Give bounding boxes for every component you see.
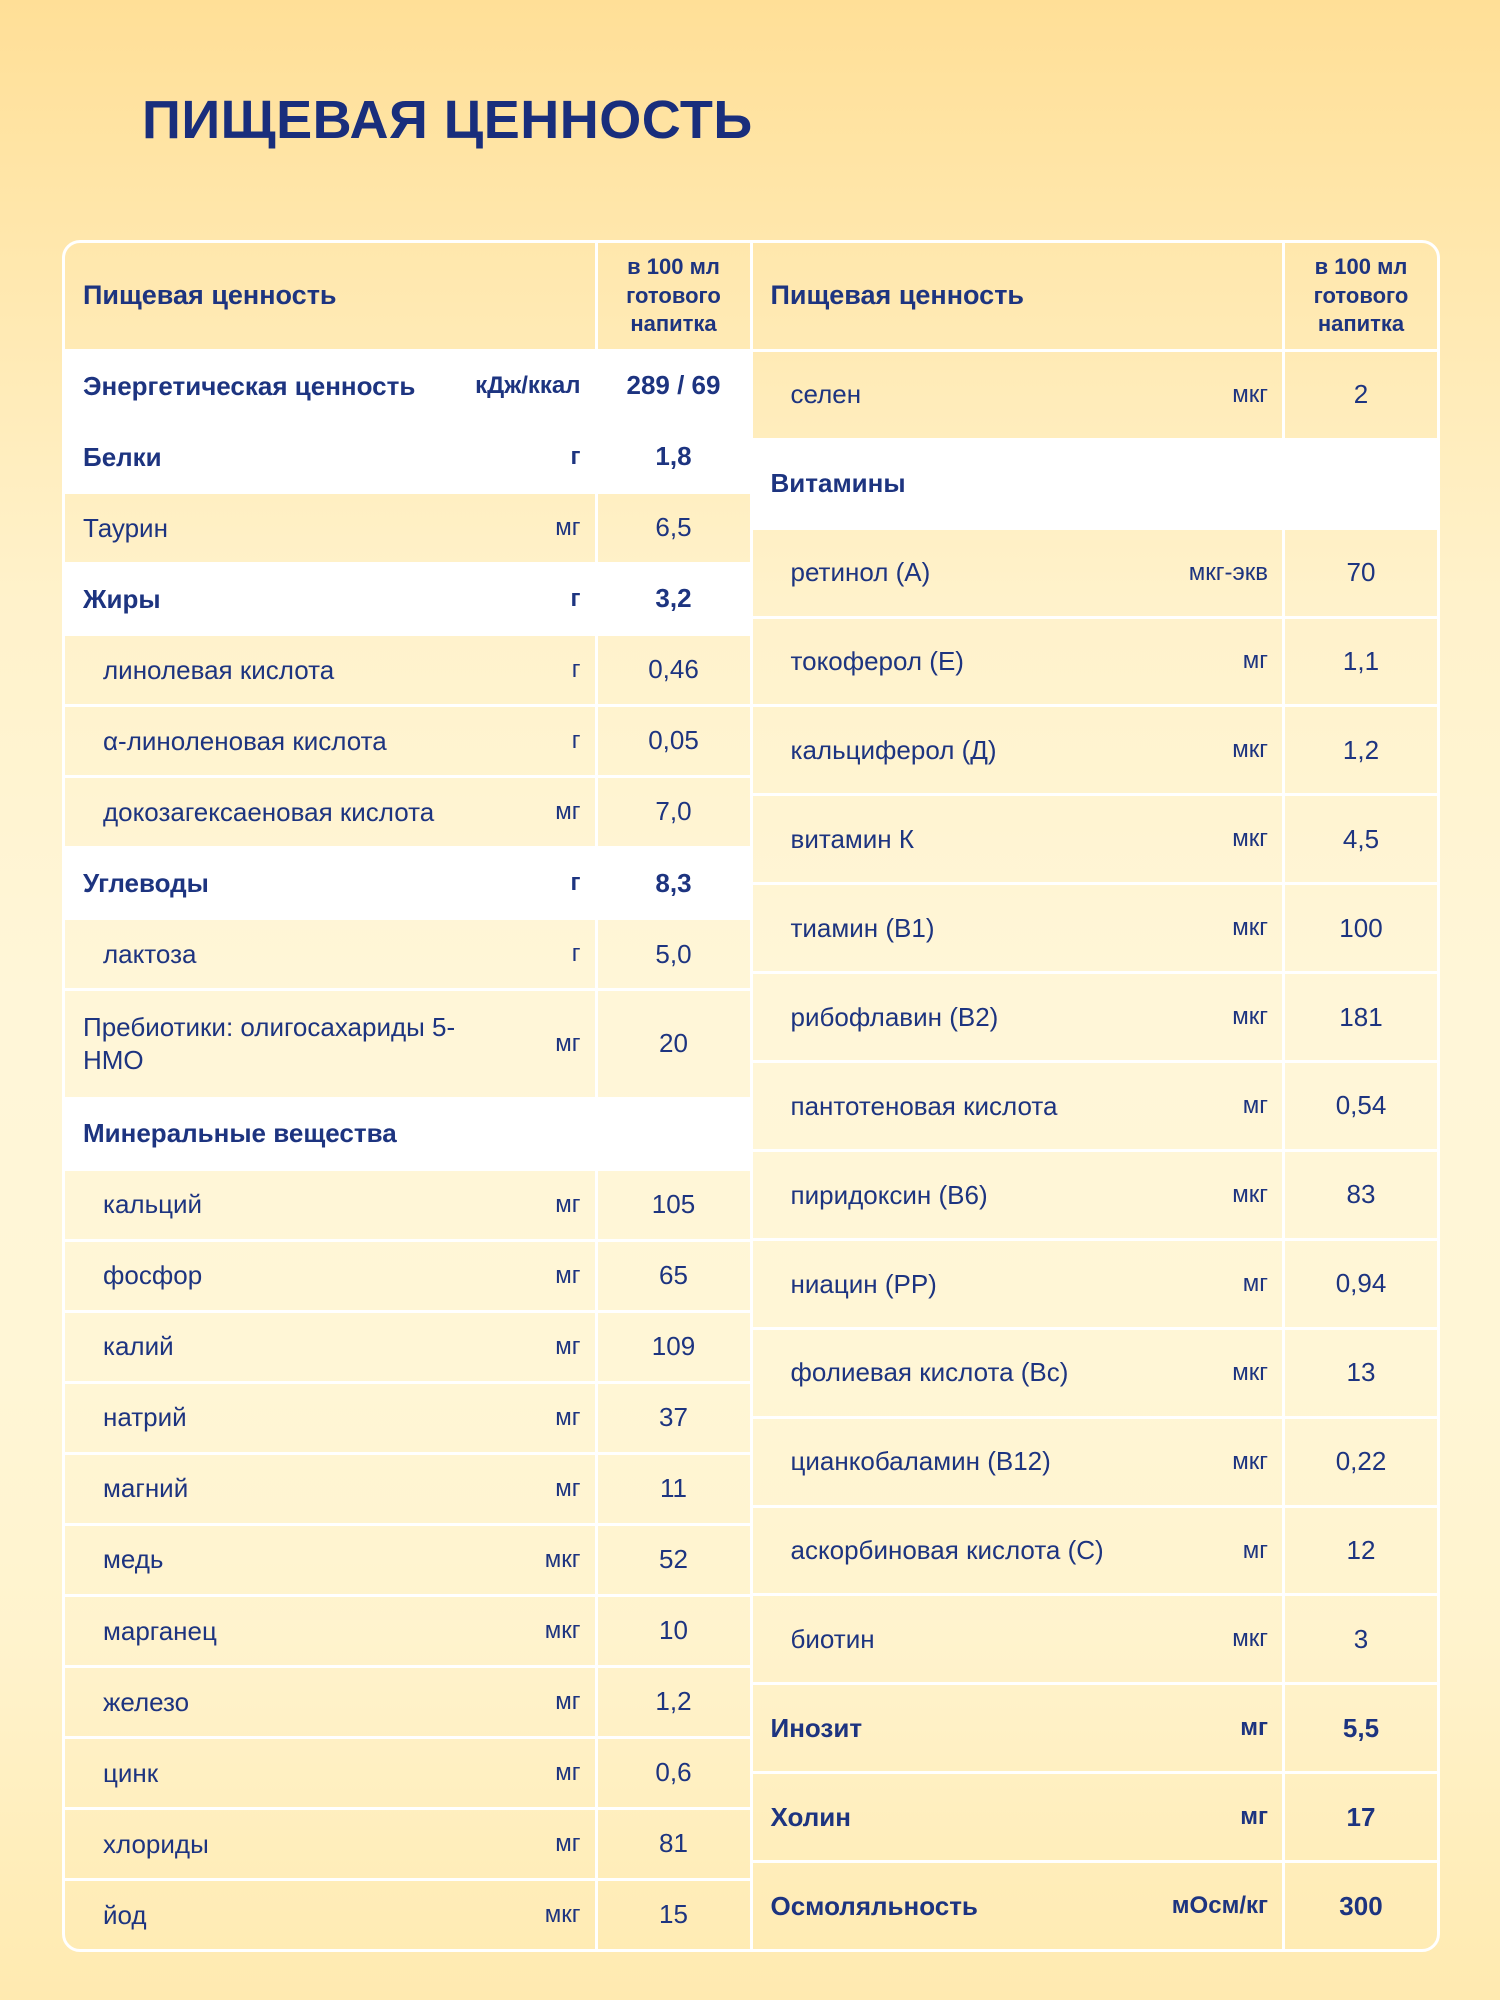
table-row (753, 707, 1438, 796)
nutrient-value: 1,1 (1282, 619, 1437, 705)
nutrient-value: 12 (1282, 1508, 1437, 1594)
nutrient-name: Таурин (83, 512, 168, 543)
nutrient-value: 83 (1282, 1152, 1437, 1238)
nutrient-value: 100 (1282, 885, 1437, 971)
nutrient-unit (1154, 441, 1282, 527)
table-row (65, 1881, 750, 1949)
nutrient-value: 300 (1282, 1863, 1437, 1949)
table-row (753, 352, 1438, 441)
table-header-left (65, 243, 750, 352)
nutrient-unit: мг (555, 1332, 581, 1360)
nutrient-name: Энергетическая ценность (83, 370, 416, 401)
nutrient-value: 13 (1282, 1330, 1437, 1416)
column-header-nutrient-right: Пищевая ценность (770, 280, 1025, 311)
nutrient-unit: мкг (1232, 1358, 1268, 1386)
nutrient-value: 7,0 (595, 778, 750, 846)
table-header-right (753, 243, 1438, 352)
nutrient-unit: г (570, 869, 581, 897)
nutrient-value: 70 (1282, 530, 1437, 616)
nutrient-unit: кДж/ккал (475, 371, 581, 399)
nutrient-name: докозагексаеновая кислота (103, 796, 435, 827)
nutrient-unit: мг (555, 1190, 581, 1218)
table-row (65, 1242, 750, 1313)
nutrient-value: 5,0 (595, 920, 750, 988)
table-row (753, 1330, 1438, 1419)
nutrient-value: 15 (595, 1881, 750, 1949)
nutrient-unit: мг (1242, 1269, 1268, 1297)
nutrient-unit: мг (555, 1029, 581, 1057)
nutrient-unit: мкг-экв (1188, 558, 1268, 586)
nutrient-unit: г (571, 940, 581, 968)
nutrient-name: магний (103, 1473, 189, 1504)
nutrient-value: 4,5 (1282, 796, 1437, 882)
nutrient-name: медь (103, 1544, 164, 1575)
nutrient-unit: мг (555, 513, 581, 541)
nutrient-value (595, 1100, 750, 1168)
nutrient-name: Жиры (83, 583, 161, 614)
column-header-per-100ml-left: в 100 мл готового напитка (595, 243, 750, 349)
nutrient-name: Углеводы (83, 867, 209, 898)
nutrient-unit: мкг (1232, 380, 1268, 408)
nutrient-name: цианкобаламин (В12) (790, 1446, 1051, 1477)
nutrient-name: Пребиотики: олигосахариды 5-HMO (83, 1012, 456, 1075)
nutrition-table-left-panel (65, 243, 753, 1949)
nutrient-name: ретинол (А) (790, 557, 931, 588)
nutrient-value: 20 (595, 991, 750, 1096)
nutrient-value: 1,8 (595, 423, 750, 491)
nutrient-unit: мкг (1232, 736, 1268, 764)
nutrient-unit: мг (1240, 1714, 1268, 1742)
table-row (65, 494, 750, 565)
table-row (65, 1313, 750, 1384)
nutrient-name: пантотеновая кислота (790, 1090, 1058, 1121)
nutrient-value: 6,5 (595, 494, 750, 562)
nutrient-name: Белки (83, 441, 162, 472)
nutrition-table-right-panel (753, 243, 1438, 1949)
nutrient-value: 0,46 (595, 636, 750, 704)
table-body-left (65, 352, 750, 1949)
nutrient-value: 289 / 69 (595, 352, 750, 420)
table-row (753, 530, 1438, 619)
nutrient-name: селен (790, 379, 862, 410)
table-row (65, 423, 750, 494)
nutrition-table (62, 240, 1440, 1952)
nutrient-name: витамин К (790, 824, 915, 855)
column-header-per-100ml-right: в 100 мл готового напитка (1282, 243, 1437, 349)
nutrient-name: рибофлавин (В2) (790, 1001, 999, 1032)
nutrient-value: 181 (1282, 974, 1437, 1060)
nutrient-unit: мг (1242, 1091, 1268, 1119)
nutrient-value: 37 (595, 1384, 750, 1452)
nutrient-unit: г (570, 584, 581, 612)
nutrient-value: 109 (595, 1313, 750, 1381)
nutrient-unit: мг (1242, 1536, 1268, 1564)
nutrient-name: хлориды (103, 1828, 209, 1859)
nutrient-value: 0,94 (1282, 1241, 1437, 1327)
nutrient-unit: мг (555, 1829, 581, 1857)
nutrient-name: линолевая кислота (103, 654, 335, 685)
nutrient-name: токоферол (Е) (790, 646, 964, 677)
table-row (65, 1810, 750, 1881)
nutrient-value: 81 (595, 1810, 750, 1878)
nutrient-unit: мкг (1232, 1447, 1268, 1475)
table-row (65, 778, 750, 849)
nutrient-name: кальций (103, 1189, 203, 1220)
nutrient-unit: мг (555, 797, 581, 825)
nutrient-unit: мг (1242, 647, 1268, 675)
nutrient-value: 52 (595, 1526, 750, 1594)
table-row (65, 565, 750, 636)
table-row (753, 1863, 1438, 1949)
table-row (753, 1063, 1438, 1152)
nutrient-name: калий (103, 1331, 174, 1362)
nutrient-unit: мг (555, 1261, 581, 1289)
nutrient-unit: мкг (1232, 1003, 1268, 1031)
nutrient-unit: мг (555, 1403, 581, 1431)
nutrient-unit: мкг (544, 1900, 581, 1928)
nutrient-unit: мкг (544, 1616, 581, 1644)
nutrient-name: Витамины (770, 468, 906, 499)
table-row (65, 707, 750, 778)
nutrient-unit: мкг (544, 1545, 581, 1573)
nutrient-unit: мкг (1232, 825, 1268, 853)
nutrient-value (1282, 441, 1437, 527)
nutrient-name: натрий (103, 1402, 187, 1433)
nutrient-name: биотин (790, 1624, 875, 1655)
table-row (753, 1241, 1438, 1330)
nutrient-name: Инозит (770, 1713, 863, 1744)
nutrient-unit: мг (555, 1758, 581, 1786)
table-row (65, 1526, 750, 1597)
table-row (65, 1455, 750, 1526)
nutrient-value: 17 (1282, 1774, 1437, 1860)
table-row (753, 974, 1438, 1063)
nutrient-value: 0,05 (595, 707, 750, 775)
table-row (753, 619, 1438, 708)
nutrient-unit: г (571, 726, 581, 754)
nutrient-value: 5,5 (1282, 1685, 1437, 1771)
nutrient-value: 3 (1282, 1596, 1437, 1682)
nutrient-value: 11 (595, 1455, 750, 1523)
nutrient-name: фосфор (103, 1260, 203, 1291)
table-row (753, 1508, 1438, 1597)
nutrient-unit: мОсм/кг (1171, 1892, 1268, 1920)
nutrient-name: аскорбиновая кислота (С) (790, 1535, 1104, 1566)
table-row (753, 885, 1438, 974)
nutrient-value: 0,54 (1282, 1063, 1437, 1149)
nutrient-name: пиридоксин (В6) (790, 1179, 988, 1210)
nutrient-unit (467, 1100, 595, 1168)
nutrient-unit: мг (1240, 1803, 1268, 1831)
table-row (753, 441, 1438, 530)
table-row (65, 1597, 750, 1668)
nutrient-name: цинк (103, 1757, 159, 1788)
table-row (65, 1739, 750, 1810)
nutrient-unit: мкг (1232, 1180, 1268, 1208)
table-row (65, 991, 750, 1099)
nutrient-name: Осмоляльность (770, 1890, 978, 1921)
nutrient-name: железо (103, 1686, 190, 1717)
column-header-nutrient-left: Пищевая ценность (83, 280, 337, 311)
nutrient-name: α-линоленовая кислота (103, 725, 387, 756)
table-row (753, 796, 1438, 885)
nutrient-value: 8,3 (595, 849, 750, 917)
table-row (65, 1384, 750, 1455)
nutrient-value: 2 (1282, 352, 1437, 438)
nutrient-name: ниацин (РР) (790, 1268, 937, 1299)
table-row (753, 1419, 1438, 1508)
table-row (753, 1685, 1438, 1774)
nutrient-name: Холин (770, 1801, 851, 1832)
nutrient-value: 105 (595, 1171, 750, 1239)
nutrient-unit: мкг (1232, 1625, 1268, 1653)
nutrient-name: марганец (103, 1615, 217, 1646)
table-row (65, 1100, 750, 1171)
nutrient-value: 10 (595, 1597, 750, 1665)
table-row (65, 920, 750, 991)
nutrient-name: йод (103, 1899, 147, 1930)
table-row (65, 1171, 750, 1242)
nutrient-unit: мг (555, 1474, 581, 1502)
table-row (753, 1774, 1438, 1863)
nutrient-value: 65 (595, 1242, 750, 1310)
table-row (753, 1596, 1438, 1685)
nutrient-value: 1,2 (595, 1668, 750, 1736)
nutrient-unit: мг (555, 1687, 581, 1715)
nutrient-name: кальциферол (Д) (790, 735, 997, 766)
table-body-right (753, 352, 1438, 1949)
nutrient-unit: мкг (1232, 914, 1268, 942)
nutrient-unit: г (570, 442, 581, 470)
table-row (65, 849, 750, 920)
nutrient-value: 1,2 (1282, 707, 1437, 793)
nutrient-name: Минеральные вещества (83, 1118, 397, 1149)
page-title: ПИЩЕВАЯ ЦЕННОСТЬ (142, 90, 753, 150)
table-row (65, 636, 750, 707)
table-row (65, 352, 750, 423)
nutrient-value: 3,2 (595, 565, 750, 633)
nutrient-value: 0,22 (1282, 1419, 1437, 1505)
table-row (753, 1152, 1438, 1241)
nutrient-name: фолиевая кислота (Вс) (790, 1357, 1069, 1388)
nutrient-name: тиамин (В1) (790, 912, 935, 943)
nutrient-name: лактоза (103, 938, 197, 969)
nutrient-value: 0,6 (595, 1739, 750, 1807)
table-row (65, 1668, 750, 1739)
nutrient-unit: г (571, 655, 581, 683)
